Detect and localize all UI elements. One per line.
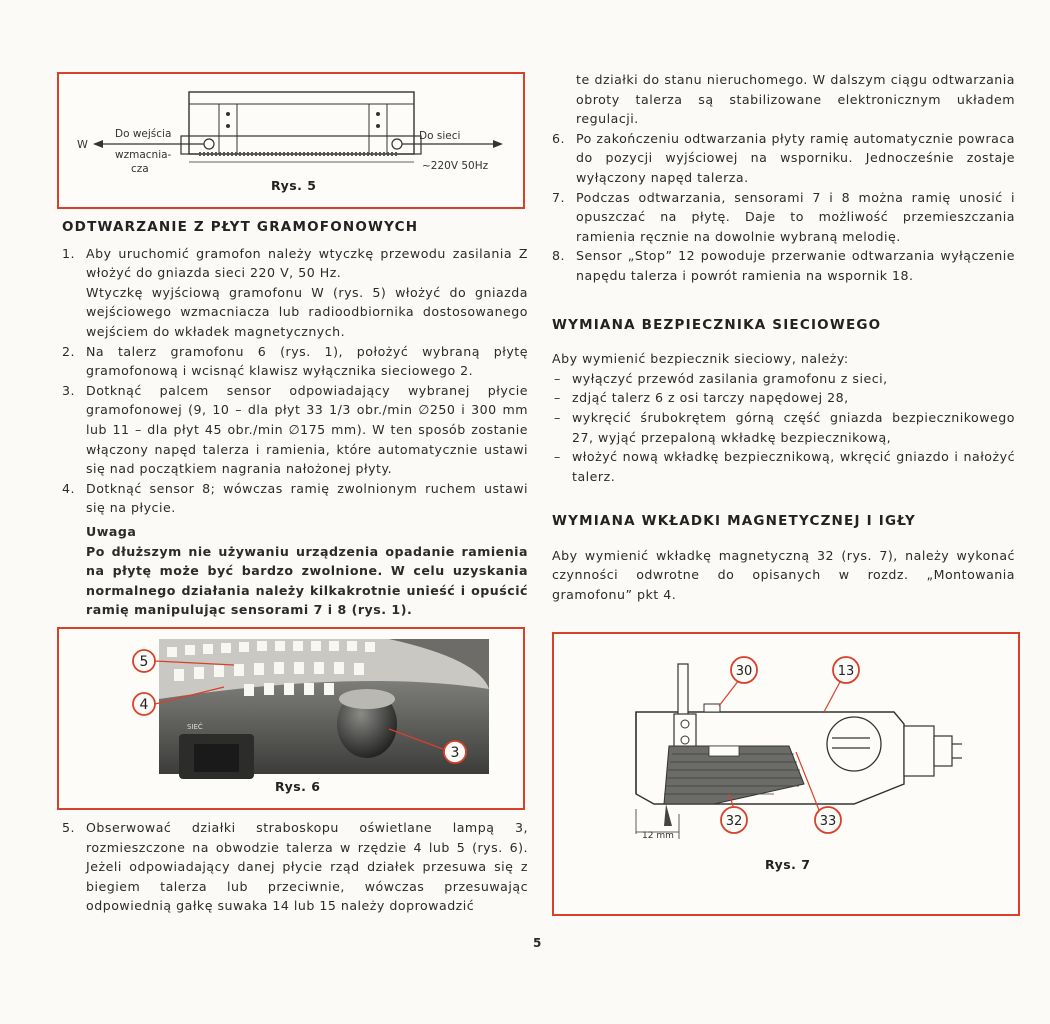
fig7-marker-13: 13 (837, 664, 855, 679)
fig6-marker-4: 4 (139, 697, 149, 713)
step-number: 2. (62, 343, 76, 359)
warning-text: Po dłuższym nie używaniu urządzenia opadanie ramienia na płytę może być bardzo zwolnione. W celu uzyskania normalnego działania należy kilkakrotnie unieść i opuścić ramię manipulując sensorami 7 i 8 (rys. 1). (86, 543, 528, 618)
step-1-continuation: Wtyczkę wyjściową gramofonu W (rys. 5) włożyć do gniazda wejściowego wzmacniacza lub radioodbiornika dostosowanego wejściem do wkładek magnetycznych. (86, 284, 528, 339)
playback-steps (62, 244, 528, 283)
fig5-label-left-1: Do wejścia (115, 128, 172, 140)
step-text: Podczas odtwarzania, sensorami 7 i 8 można ramię unosić i opuszczać na płytę. Daje to możliwość przemieszczania ramienia ręcznie na dowolnie wybraną melodię. (576, 189, 1015, 244)
section-heading-playback: ODTWARZANIE Z PŁYT GRAMOFONOWYCH (62, 219, 419, 235)
step-item (552, 188, 1015, 247)
step-number: 4. (62, 480, 76, 496)
figure-6-box (57, 627, 525, 810)
figure-7-box (552, 632, 1020, 916)
warning-title: Uwaga (86, 523, 137, 539)
step-item (62, 818, 528, 916)
step-text: Aby uruchomić gramofon należy wtyczkę przewodu zasilania Z włożyć do gniazda sieci 220 V, 50 Hz. (86, 245, 528, 281)
step-text: Dotknąć sensor 8; wówczas ramię zwolnionym ruchem ustawi się na płycie. (86, 480, 528, 516)
list-item: – włożyć nową wkładkę bezpiecznikową, wkręcić gniazdo i nałożyć talerz. (554, 449, 1015, 484)
list-item-text: zdjąć talerz 6 z osi tarczy napędowej 28, (572, 390, 849, 406)
fig7-marker-33: 33 (819, 814, 837, 829)
list-item: – zdjąć talerz 6 z osi tarczy napędowej 28, (554, 390, 849, 406)
step-text: Dotknąć palcem sensor odpowiadający wybranej płycie gramofonowej (9, 10 – dla płyt 33 1/3 obr./min ∅250 i 300 mm lub 11 – dla płyt 45 obr./min ∅175 mm). W ten sposób zostanie włączony napęd talerza i ramienia, które automatycznie ustawi się nad początkiem nagrania nałożonej płyty. (86, 382, 528, 477)
fig6-marker-3: 3 (450, 745, 460, 761)
step-item (62, 342, 528, 381)
list-item-text: wykręcić śrubokrętem górną część gniazda bezpiecznikowego 27, wyjąć przepaloną wkładkę bezpiecznikową, (572, 409, 1015, 445)
fig5-label-left-3: cza (131, 163, 149, 175)
step-number: 8. (552, 248, 566, 264)
figure-5-box (57, 72, 525, 209)
fig5-label-right-2: ~220V 50Hz (422, 160, 489, 172)
fuse-steps (552, 369, 1015, 487)
playback-steps-cont (62, 342, 528, 518)
playback-steps-right (552, 129, 1015, 286)
step-item (62, 479, 528, 518)
step-5-continuation: te działki do stanu nieruchomego. W dalszym ciągu odtwarzania obroty talerza są stabilizowane elektronicznym układem regulacji. (576, 72, 1015, 127)
list-item: – wyłączyć przewód zasilania gramofonu z sieci, (554, 370, 888, 386)
right-column (552, 70, 1015, 605)
step-number: 5. (62, 820, 76, 835)
list-item-text: wyłączyć przewód zasilania gramofonu z sieci, (572, 370, 888, 386)
left-column-bottom (62, 818, 528, 916)
step-item (62, 244, 528, 283)
step-item (552, 129, 1015, 188)
section-heading-cartridge: WYMIANA WKŁADKI MAGNETYCZNEJ I IGŁY (552, 513, 916, 530)
fig7-dimension: 12 mm (642, 831, 674, 841)
fig5-label-right-1: Do sieci (419, 130, 461, 142)
fig7-marker-30: 30 (735, 664, 753, 679)
step-text: Obserwować działki straboskopu oświetlane lampą 3, rozmieszczone na obwodzie talerza w rzędzie 4 lub 5 (rys. 6). Jeżeli odpowiadający danej płycie rząd działek przesuwa się z biegiem talerza lub przeciwnie, wówczas przesuwając odpowiednią gałkę suwaka 14 lub 15 należy doprowadzić (86, 820, 528, 914)
page-number: 5 (533, 936, 542, 950)
list-item: – wykręcić śrubokrętem górną część gniazda bezpiecznikowego 27, wyjąć przepaloną wkładkę bezpiecznikową, (554, 409, 1015, 445)
step-text: Na talerz gramofonu 6 (rys. 1), położyć wybraną płytę gramofonową i wcisnąć klawisz wyłącznika sieciowego 2. (86, 343, 528, 379)
fig6-panel-text: SIEĆ (187, 723, 203, 731)
figure-5-caption: Rys. 5 (271, 178, 317, 193)
fig5-label-left-2: wzmacnia- (115, 149, 172, 161)
step-number: 6. (552, 130, 566, 146)
left-column (62, 218, 528, 620)
step-item (552, 246, 1015, 285)
cartridge-text: Aby wymienić wkładkę magnetyczną 32 (rys. 7), należy wykonać czynności odwrotne do opisanych w rozdz. „Montowania gramofonu” pkt 4. (552, 547, 1015, 603)
step-number: 1. (62, 245, 76, 261)
fig6-marker-5: 5 (139, 654, 149, 670)
step-text: Po zakończeniu odtwarzania płyty ramię automatycznie powraca do pozycji wyjściowej na wsporniku. Jednocześnie zostaje wyłączony napęd talerza. (576, 130, 1015, 185)
figure-6-caption: Rys. 6 (275, 779, 321, 794)
step-number: 7. (552, 189, 566, 205)
figure-7-caption: Rys. 7 (765, 857, 811, 872)
step-number: 3. (62, 382, 76, 398)
fuse-intro: Aby wymienić bezpiecznik sieciowy, należy: (552, 351, 849, 367)
fig5-label-w: W (77, 138, 88, 151)
section-heading-fuse: WYMIANA BEZPIECZNIKA SIECIOWEGO (552, 316, 882, 333)
step-text: Sensor „Stop” 12 powoduje przerwanie odtwarzania wyłączenie napędu talerza i powrót ramienia na wspornik 18. (576, 248, 1015, 283)
list-item-text: włożyć nową wkładkę bezpiecznikową, wkręcić gniazdo i nałożyć talerz. (572, 449, 1015, 484)
playback-steps-5 (62, 818, 528, 916)
step-item (62, 381, 528, 479)
fig7-marker-32: 32 (725, 814, 743, 829)
